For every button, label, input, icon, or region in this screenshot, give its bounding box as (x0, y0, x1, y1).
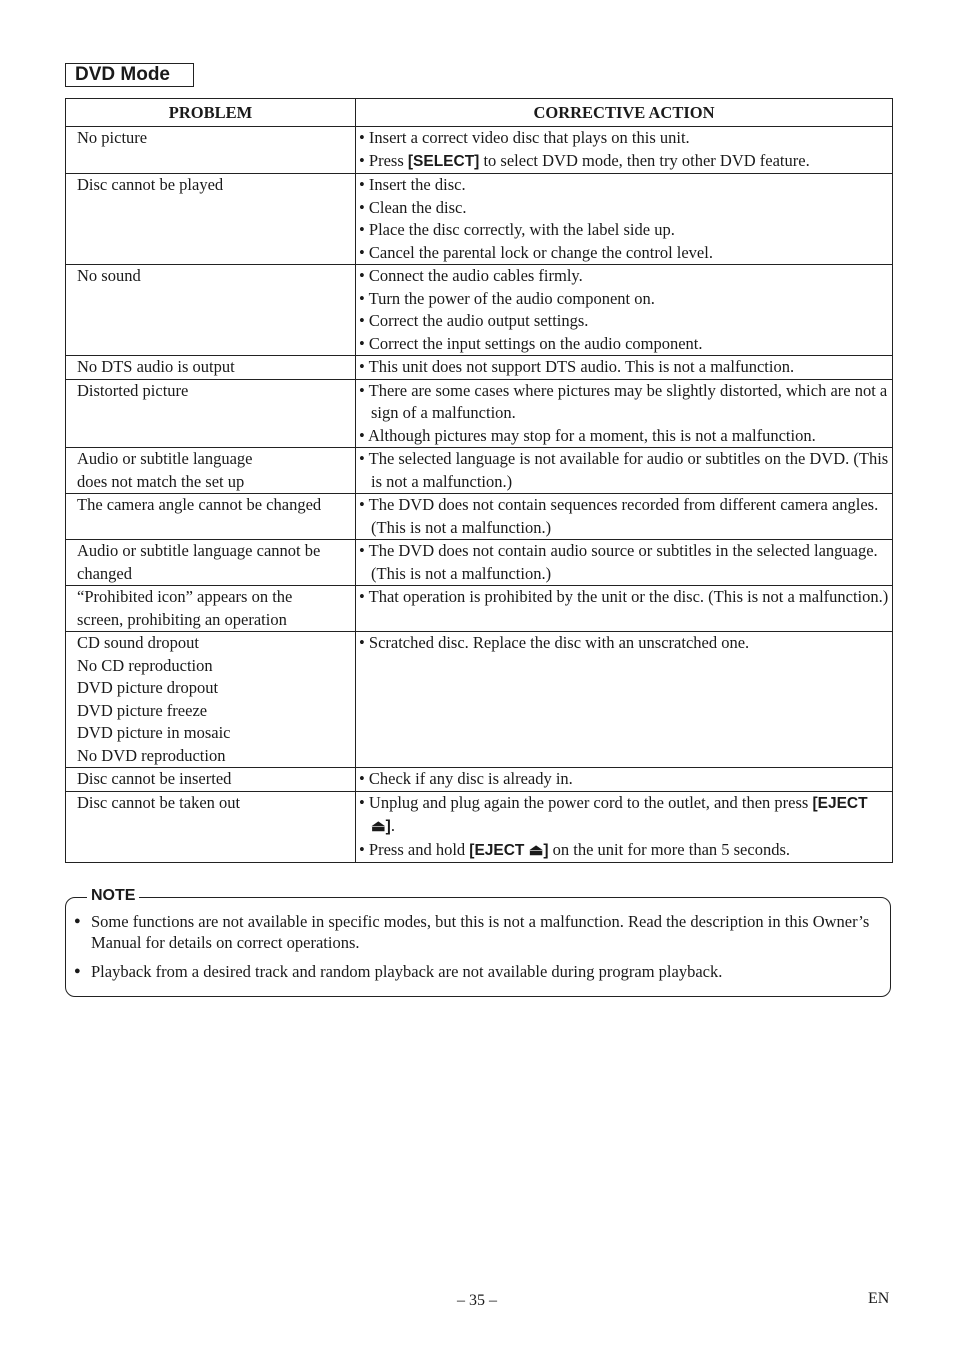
corrective-action-cell (356, 586, 893, 632)
action-text: to select DVD mode, then try other DVD feature. (479, 150, 810, 170)
bullet-icon: ● (74, 915, 81, 927)
problem-text: No CD reproduction (77, 655, 213, 675)
problem-text: No DVD reproduction (77, 745, 226, 765)
table-row (66, 494, 893, 540)
button-label-text: [EJECT ⏏] (469, 841, 549, 859)
action-text: on the unit for more than 5 seconds. (548, 839, 791, 859)
table-row (66, 448, 893, 494)
language-code: EN (868, 1290, 890, 1307)
action-text: Correct the audio output settings. (368, 311, 589, 330)
action-item: • The DVD does not contain audio source or subtitles in the selected language. (This is not a malfunction.) (359, 541, 878, 583)
problem-text: changed (77, 563, 132, 583)
note-item (72, 961, 877, 982)
action-item: • Cancel the parental lock or change the control level. (359, 242, 713, 262)
action-item: • Clean the disc. (359, 197, 467, 217)
table-body (66, 127, 893, 863)
action-item: • This unit does not support DTS audio. This is not a malfunction. (359, 357, 795, 376)
corrective-action-cell (356, 494, 893, 540)
action-item: • Scratched disc. Replace the disc with an unscratched one. (359, 633, 750, 652)
table-row (66, 586, 893, 632)
corrective-action-cell (356, 174, 893, 265)
note-item (72, 911, 877, 953)
problem-text: “Prohibited icon” appears on the (77, 587, 293, 606)
section-title: DVD Mode (65, 63, 194, 87)
problem-text: DVD picture in mosaic (77, 723, 231, 742)
action-text: The selected language is not available for audio or subtitles on the DVD. (This is not a malfunction.) (368, 449, 889, 491)
note-label: NOTE (87, 886, 139, 906)
corrective-action-cell (356, 127, 893, 174)
action-item: • That operation is prohibited by the unit or the disc. (This is not a malfunction.) (359, 587, 889, 606)
note-text: Some functions are not available in specific modes, but this is not a malfunction. Read the description in this Owner’s Manual for details on correct operations. (91, 912, 870, 952)
corrective-action-cell (356, 448, 893, 494)
problem-text: Audio or subtitle language cannot be (77, 541, 321, 560)
action-text: Press and hold (368, 839, 470, 859)
problem-text: DVD picture freeze (77, 700, 208, 720)
action-item: • Place the disc correctly, with the label side up. (359, 220, 675, 239)
bullet-icon: ● (74, 965, 81, 977)
corrective-action-cell (356, 540, 893, 586)
action-text: There are some cases where pictures may be slightly distorted, which are not a sign of a malfunction. (368, 380, 888, 422)
action-text: Correct the input settings on the audio component. (368, 333, 703, 353)
action-text: Scratched disc. Replace the disc with an unscratched one. (368, 633, 750, 652)
problem-text: screen, prohibiting an operation (77, 609, 287, 629)
problem-text: Disc cannot be played (77, 175, 224, 194)
action-item: • Connect the audio cables firmly. (359, 266, 583, 285)
problem-cell (66, 448, 356, 494)
action-text: Clean the disc. (368, 197, 467, 217)
action-text: Place the disc correctly, with the label side up. (368, 220, 675, 239)
table-row (66, 127, 893, 174)
problem-cell (66, 265, 356, 356)
note-text: Playback from a desired track and random playback are not available during program playback. (91, 962, 723, 981)
action-text: Insert the disc. (368, 175, 466, 194)
action-item: • There are some cases where pictures may be slightly distorted, which are not a sign of a malfunction. (359, 380, 888, 422)
button-label-text: [EJECT ⏏] (371, 794, 868, 835)
problem-text: Disc cannot be inserted (77, 769, 232, 788)
action-item: • Check if any disc is already in. (359, 769, 573, 788)
problem-cell (66, 494, 356, 540)
problem-cell (66, 768, 356, 792)
table-row (66, 791, 893, 863)
table-row (66, 174, 893, 265)
action-item: • Insert a correct video disc that plays on this unit. (359, 128, 690, 147)
table-row (66, 768, 893, 792)
action-text: Although pictures may stop for a moment, this is not a malfunction. (368, 425, 816, 445)
action-item: • Unplug and plug again the power cord to the outlet, and then press [EJECT ⏏]. (359, 792, 868, 835)
problem-text: CD sound dropout (77, 633, 199, 652)
problem-text: Distorted picture (77, 380, 189, 400)
action-text: Press (368, 150, 408, 170)
action-item: • The DVD does not contain sequences recorded from different camera angles. (This is not a malfunction.) (359, 495, 879, 537)
table-row (66, 632, 893, 768)
problem-text: DVD picture dropout (77, 678, 219, 697)
corrective-action-cell (356, 379, 893, 448)
action-item: • Correct the input settings on the audio component. (359, 333, 703, 353)
header-problem: PROBLEM (66, 99, 356, 127)
header-corrective-action: CORRECTIVE ACTION (356, 99, 893, 127)
corrective-action-cell (356, 265, 893, 356)
table-row (66, 379, 893, 448)
problem-cell (66, 379, 356, 448)
action-text: Check if any disc is already in. (368, 769, 573, 788)
problem-text: Audio or subtitle language (77, 449, 253, 468)
problem-cell (66, 540, 356, 586)
problem-cell (66, 174, 356, 265)
action-text: Turn the power of the audio component on. (368, 288, 655, 308)
corrective-action-cell (356, 632, 893, 768)
corrective-action-cell (356, 356, 893, 380)
corrective-action-cell (356, 791, 893, 863)
table-header-row (66, 99, 893, 127)
problem-text: Disc cannot be taken out (77, 792, 241, 812)
action-text: Insert a correct video disc that plays on this unit. (368, 128, 690, 147)
problem-cell (66, 356, 356, 380)
action-text: Connect the audio cables firmly. (368, 266, 583, 285)
problem-text: No picture (77, 128, 148, 147)
table-row (66, 540, 893, 586)
action-item: • The selected language is not available for audio or subtitles on the DVD. (This is not a malfunction.) (359, 449, 889, 491)
problem-cell (66, 586, 356, 632)
table-row (66, 356, 893, 380)
corrective-action-cell (356, 768, 893, 792)
action-text: . (390, 816, 395, 835)
action-text: Cancel the parental lock or change the control level. (368, 242, 713, 262)
action-text: The DVD does not contain audio source or subtitles in the selected language. (This is not a malfunction.) (368, 541, 878, 583)
table-row (66, 265, 893, 356)
button-label-text: [SELECT] (407, 152, 480, 170)
troubleshooting-table (65, 98, 893, 863)
action-item: • Although pictures may stop for a moment, this is not a malfunction. (359, 425, 816, 445)
action-text: Unplug and plug again the power cord to the outlet, and then press (368, 792, 813, 812)
action-item: • Correct the audio output settings. (359, 311, 589, 330)
note-list (72, 911, 877, 990)
problem-text: No sound (77, 266, 141, 285)
page-number: – 35 – (457, 1292, 497, 1309)
action-text: That operation is prohibited by the unit or the disc. (This is not a malfunction.) (368, 587, 889, 606)
action-item: • Insert the disc. (359, 175, 466, 194)
action-item: • Press [SELECT] to select DVD mode, then try other DVD feature. (359, 150, 810, 170)
problem-text: No DTS audio is output (77, 357, 235, 376)
action-item: • Turn the power of the audio component on. (359, 288, 655, 308)
action-text: The DVD does not contain sequences recorded from different camera angles. (This is not a malfunction.) (368, 495, 879, 537)
problem-cell (66, 791, 356, 863)
action-text: This unit does not support DTS audio. This is not a malfunction. (368, 357, 795, 376)
problem-text: The camera angle cannot be changed (77, 495, 322, 514)
problem-cell (66, 632, 356, 768)
action-item: • Press and hold [EJECT ⏏] on the unit for more than 5 seconds. (359, 839, 791, 859)
problem-text: does not match the set up (77, 471, 245, 491)
problem-cell (66, 127, 356, 174)
